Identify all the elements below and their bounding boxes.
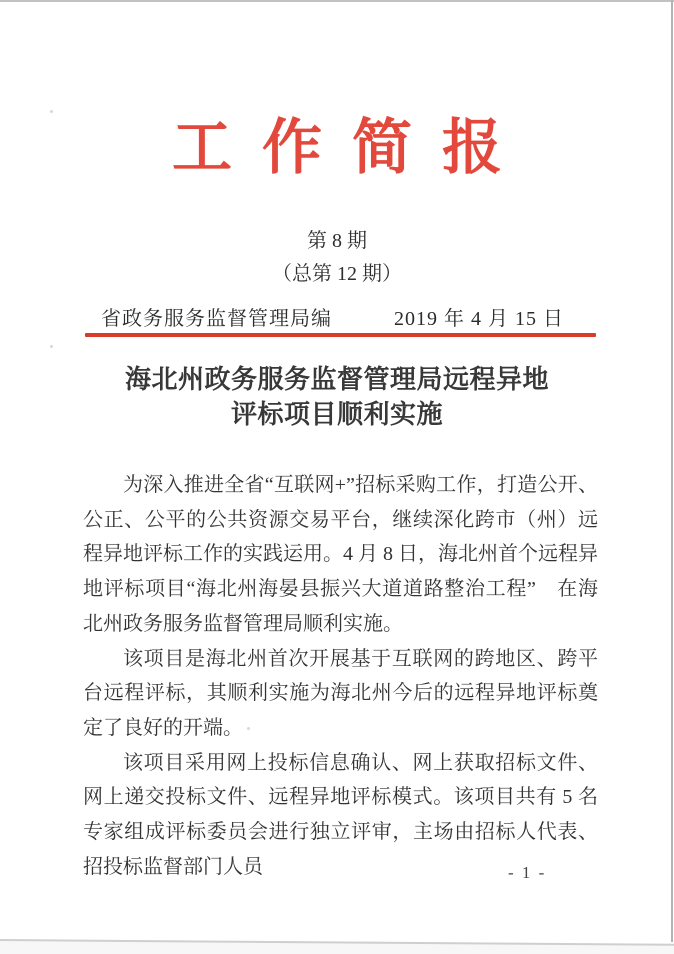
article-heading-line2: 评标项目顺利实施 [230,400,443,429]
bulletin-title: 工作简报 [172,115,532,181]
masthead-red-rule [85,333,596,337]
scan-edge-bottom [0,939,674,954]
scan-edge-top [0,0,674,2]
issue-number: 第 8 期 [307,230,367,252]
byline-row [85,306,596,332]
scan-speck [247,727,250,730]
scan-speck [50,345,53,348]
scan-speck [50,110,53,113]
article-heading [0,362,674,432]
publish-date: 2019 年 4 月 15 日 [394,308,564,330]
paragraph: 该项目采用网上投标信息确认、网上获取招标文件、网上递交投标文件、远程异地评标模式。该项目共有 5 名专家组成评标委员会进行独立评审，主场由招标人代表、招投标监督部门人员 [83,751,598,878]
editor-name: 省政务服务监督管理局编 [101,308,332,330]
cumulative-issue-number: （总第 12 期） [272,263,402,285]
article-body [83,468,598,884]
page-number: - 1 - [508,863,547,882]
paragraph: 为深入推进全省“互联网+”招标采购工作，打造公开、公正、公平的公共资源交易平台，继续深化跨市（州）远程异地评标工作的实践运用。4 月 8 日，海北州首个远程异地评标项目“海北州海晏县振兴大道道路整治工程” 在海北州政务服务监督管理局顺利实施。 [83,474,598,635]
article-heading-line1: 海北州政务服务监督管理局远程异地 [124,365,549,394]
paragraph: 该项目是海北州首次开展基于互联网的跨地区、跨平台远程评标，其顺利实施为海北州今后的远程异地评标奠定了良好的开端。 [83,647,598,739]
